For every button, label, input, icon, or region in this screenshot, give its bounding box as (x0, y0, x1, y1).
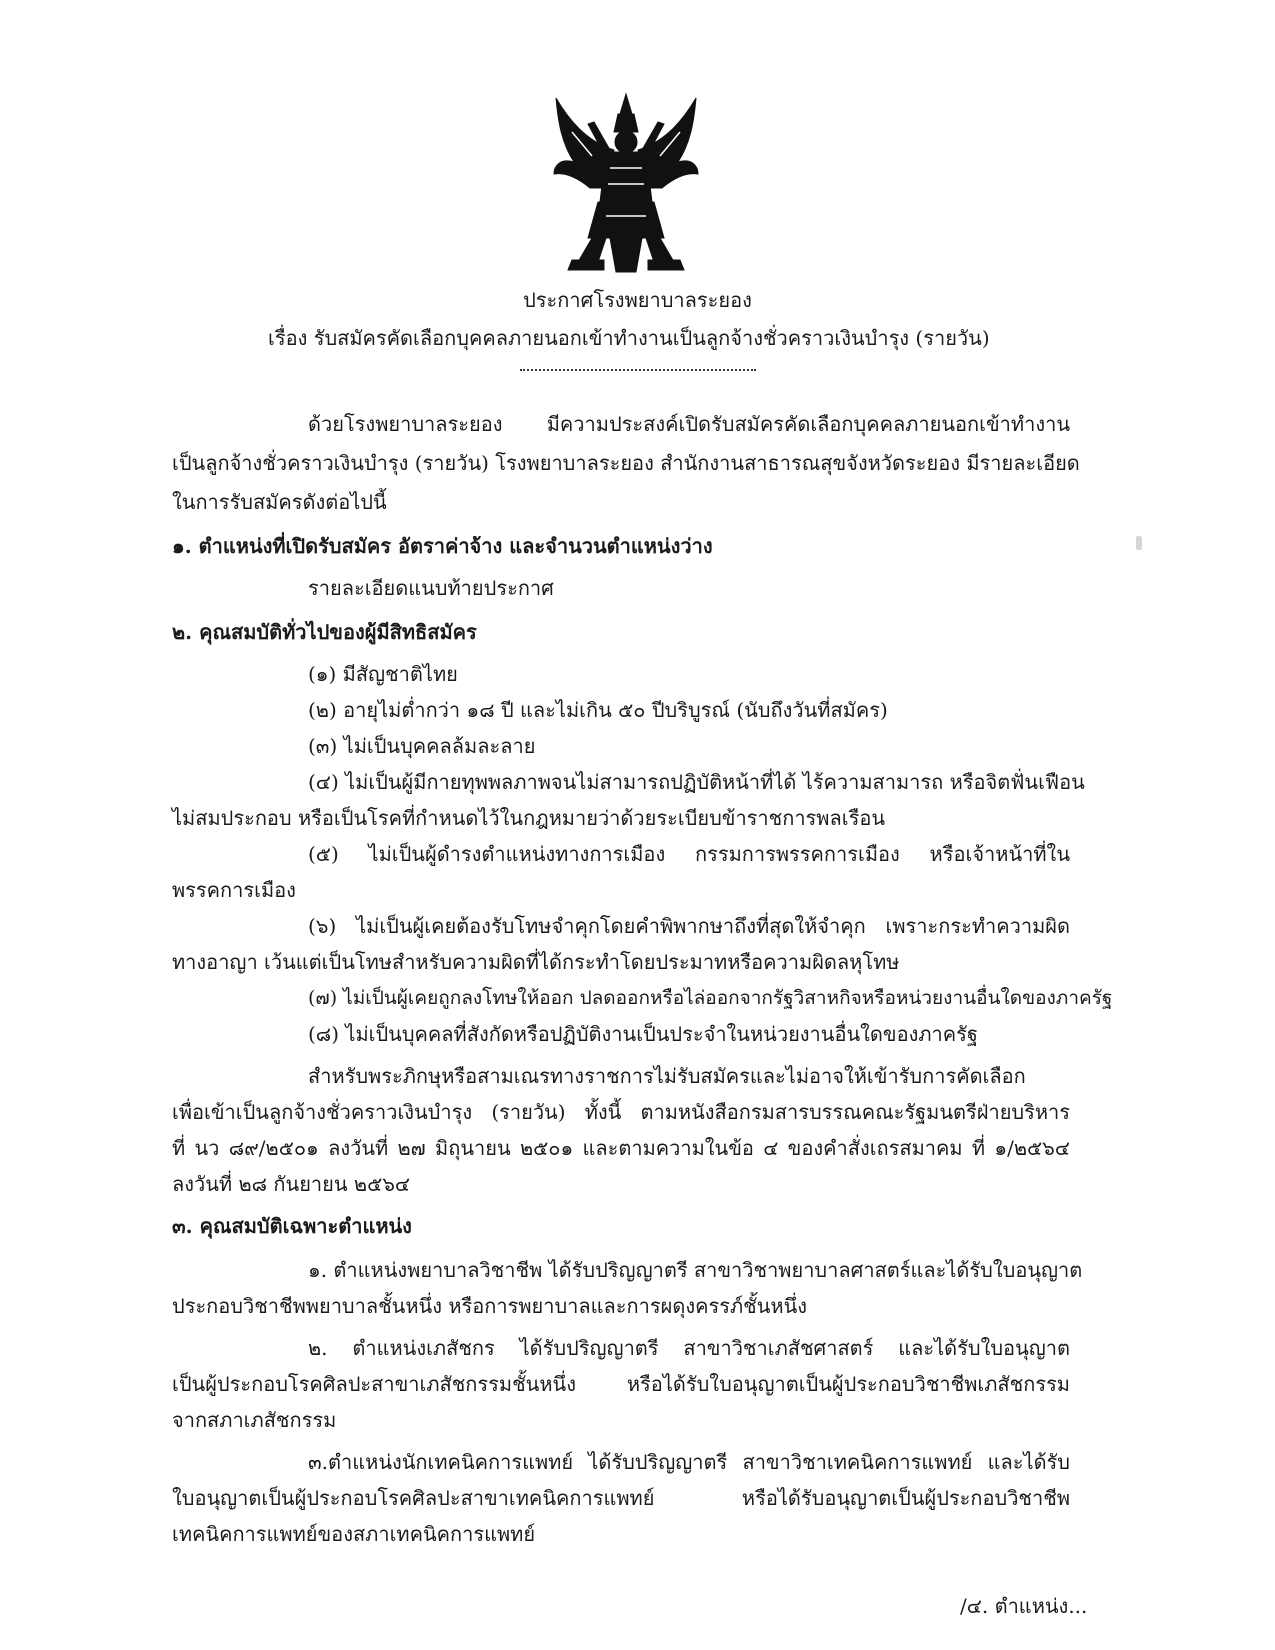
intro-line: ด้วยโรงพยาบาลระยอง มีความประสงค์เปิดรับสมัครคัดเลือกบุคคลภายนอกเข้าทำงาน (308, 412, 1070, 436)
qualification-item: (๔) ไม่เป็นผู้มีกายทุพพลภาพจนไม่สามารถปฏิบัติหน้าที่ได้ ไร้ความสามารถ หรือจิตฟั่นเฟือน (308, 770, 1085, 794)
position-item: ๑. ตำแหน่งพยาบาลวิชาชีพ ได้รับปริญญาตรี สาขาวิชาพยาบาลศาสตร์และได้รับใบอนุญาต (308, 1258, 1083, 1282)
section-heading: ๒. คุณสมบัติทั่วไปของผู้มีสิทธิสมัคร (172, 620, 477, 644)
qualification-item: (๑) มีสัญชาติไทย (308, 662, 458, 686)
position-item: ๒. ตำแหน่งเภสัชกร ได้รับปริญญาตรี สาขาวิชาเภสัชศาสตร์ และได้รับใบอนุญาต (308, 1336, 1070, 1360)
intro-line: เป็นลูกจ้างชั่วคราวเงินบำรุง (รายวัน) โรงพยาบาลระยอง สำนักงานสาธารณสุขจังหวัดระยอง มีรายละเอียด (172, 451, 1080, 475)
scan-mark (1136, 536, 1142, 550)
section-heading: ๑. ตำแหน่งที่เปิดรับสมัคร อัตราค่าจ้าง และจำนวนตำแหน่งว่าง (172, 534, 713, 558)
section-heading: ๓. คุณสมบัติเฉพาะตำแหน่ง (172, 1214, 412, 1238)
qualification-item: (๕) ไม่เป็นผู้ดำรงตำแหน่งทางการเมือง กรรมการพรรคการเมือง หรือเจ้าหน้าที่ใน (308, 842, 1070, 866)
note-line: ลงวันที่ ๒๘ กันยายน ๒๕๖๔ (172, 1172, 411, 1196)
position-item: ใบอนุญาตเป็นผู้ประกอบโรคศิลปะสาขาเทคนิคการแพทย์ หรือได้รับอนุญาตเป็นผู้ประกอบวิชาชีพ (172, 1486, 1070, 1510)
garuda-emblem-icon (548, 92, 704, 274)
qualification-item: (๒) อายุไม่ต่ำกว่า ๑๘ ปี และไม่เกิน ๕๐ ปีบริบูรณ์ (นับถึงวันที่สมัคร) (308, 698, 888, 722)
note-line: เพื่อเข้าเป็นลูกจ้างชั่วคราวเงินบำรุง (รายวัน) ทั้งนี้ ตามหนังสือกรมสารบรรณคณะรัฐมนตรีฝ่ายบริหาร (172, 1100, 1070, 1124)
note-line: สำหรับพระภิกษุหรือสามเณรทางราชการไม่รับสมัครและไม่อาจให้เข้ารับการคัดเลือก (308, 1064, 1026, 1088)
position-item: ประกอบวิชาชีพพยาบาลชั้นหนึ่ง หรือการพยาบาลและการผดุงครรภ์ชั้นหนึ่ง (172, 1294, 808, 1318)
qualification-item: พรรคการเมือง (172, 878, 296, 902)
qualification-item: ทางอาญา เว้นแต่เป็นโทษสำหรับความผิดที่ได้กระทำโดยประมาทหรือความผิดลหุโทษ (172, 950, 900, 974)
separator-dots (520, 369, 756, 371)
qualification-item: (๓) ไม่เป็นบุคคลล้มละลาย (308, 734, 536, 758)
position-item: เทคนิคการแพทย์ของสภาเทคนิคการแพทย์ (172, 1522, 536, 1546)
qualification-item: (๘) ไม่เป็นบุคคลที่สังกัดหรือปฏิบัติงานเป็นประจำในหน่วยงานอื่นใดของภาครัฐ (308, 1022, 978, 1046)
qualification-item: ไม่สมประกอบ หรือเป็นโรคที่กำหนดไว้ในกฎหมายว่าด้วยระเบียบข้าราชการพลเรือน (172, 806, 885, 830)
qualification-item: (๖) ไม่เป็นผู้เคยต้องรับโทษจำคุกโดยคำพิพากษาถึงที่สุดให้จำคุก เพราะกระทำความผิด (308, 914, 1070, 938)
announcement-subject: เรื่อง รับสมัครคัดเลือกบุคคลภายนอกเข้าทำงานเป็นลูกจ้างชั่วคราวเงินบำรุง (รายวัน) (268, 326, 990, 350)
section-body: รายละเอียดแนบท้ายประกาศ (308, 576, 554, 600)
note-line: ที่ นว ๘๙/๒๕๐๑ ลงวันที่ ๒๗ มิถุนายน ๒๕๐๑ และตามความในข้อ ๔ ของคำสั่งเถรสมาคม ที่ ๑/๒๕๖๔ (172, 1136, 1070, 1160)
qualification-item: (๗) ไม่เป็นผู้เคยถูกลงโทษให้ออก ปลดออกหรือไล่ออกจากรัฐวิสาหกิจหรือหน่วยงานอื่นใดของภาครัฐ (308, 987, 1113, 1009)
position-item: ๓.ตำแหน่งนักเทคนิคการแพทย์ ได้รับปริญญาตรี สาขาวิชาเทคนิคการแพทย์ และได้รับ (308, 1450, 1070, 1474)
page-continuation: /๔. ตำแหน่ง... (960, 1594, 1088, 1618)
announcement-title: ประกาศโรงพยาบาลระยอง (523, 288, 752, 312)
position-item: จากสภาเภสัชกรรม (172, 1408, 337, 1432)
intro-line: ในการรับสมัครดังต่อไปนี้ (172, 490, 387, 514)
position-item: เป็นผู้ประกอบโรคศิลปะสาขาเภสัชกรรมชั้นหนึ่ง หรือได้รับใบอนุญาตเป็นผู้ประกอบวิชาชีพเภสัชกรรม (172, 1372, 1070, 1396)
